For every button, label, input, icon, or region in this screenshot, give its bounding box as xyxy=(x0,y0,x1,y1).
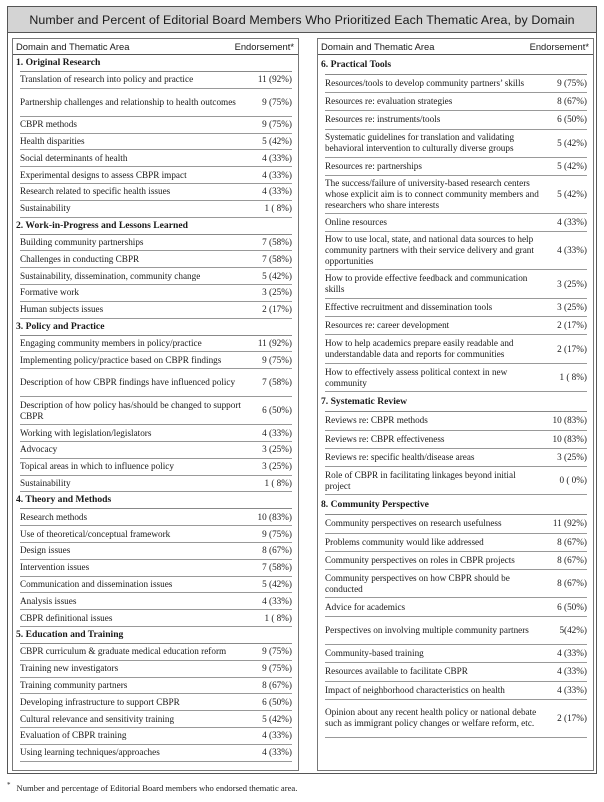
table-row xyxy=(325,467,587,496)
endorsement-value: 5 (42%) xyxy=(557,189,587,200)
endorsement-value: 7 (58%) xyxy=(262,236,292,247)
endorsement-value: 2 (17%) xyxy=(262,304,292,315)
table-row xyxy=(20,201,292,218)
endorsement-value: 8 (67%) xyxy=(557,578,587,589)
thematic-area-label: Resources re: instruments/tools xyxy=(325,114,441,125)
endorsement-value: 6 (50%) xyxy=(262,696,292,707)
table-row xyxy=(20,251,292,268)
thematic-area-label: Topical areas in which to influence policy xyxy=(20,461,174,472)
thematic-area-label: Human subjects issues xyxy=(20,304,104,315)
table-row xyxy=(20,285,292,302)
endorsement-value: 10 (83%) xyxy=(552,415,587,426)
header-endorsement: Endorsement* xyxy=(234,41,294,52)
thematic-area-label: Sustainability, dissemination, community change xyxy=(20,270,201,281)
thematic-area-label: Reviews re: CBPR methods xyxy=(325,415,428,426)
table-row xyxy=(20,745,292,762)
left-column-body xyxy=(13,55,298,762)
endorsement-value: 7 (58%) xyxy=(262,253,292,264)
thematic-area-label: Advice for academics xyxy=(325,601,406,612)
thematic-area-label: Impact of neighborhood characteristics on health xyxy=(325,684,505,695)
endorsement-value: 7 (58%) xyxy=(262,562,292,573)
table-row xyxy=(325,270,587,299)
endorsement-value: 5 (42%) xyxy=(557,161,587,172)
endorsement-value: 3 (25%) xyxy=(557,278,587,289)
thematic-area-label: Challenges in conducting CBPR xyxy=(20,253,140,264)
header-endorsement: Endorsement* xyxy=(529,41,589,52)
column-header xyxy=(13,39,298,55)
thematic-area-label: Experimental designs to assess CBPR impact xyxy=(20,169,187,180)
section-list xyxy=(325,74,587,392)
thematic-area-label: How to use local, state, and national data sources to help community partners with their service delivery and grant opportunities xyxy=(325,234,534,267)
endorsement-value: 9 (75%) xyxy=(262,119,292,130)
table-row xyxy=(325,449,587,467)
table-row xyxy=(325,431,587,449)
thematic-area-label: Resources re: career development xyxy=(325,320,450,331)
section-title: 7. Systematic Review xyxy=(321,396,408,408)
table-row xyxy=(20,560,292,577)
thematic-area-label: Formative work xyxy=(20,287,79,298)
thematic-area-label: Communication and dissemination issues xyxy=(20,578,173,589)
table-row xyxy=(20,476,292,493)
section-list xyxy=(20,335,292,493)
endorsement-value: 9 (75%) xyxy=(262,646,292,657)
table-row xyxy=(325,682,587,700)
endorsement-value: 6 (50%) xyxy=(557,114,587,125)
thematic-area-label: Reviews re: CBPR effectiveness xyxy=(325,433,445,444)
endorsement-value: 10 (83%) xyxy=(552,433,587,444)
thematic-area-label: Community perspectives on roles in CBPR projects xyxy=(325,554,515,565)
table-row xyxy=(20,644,292,661)
thematic-area-label: Training community partners xyxy=(20,679,128,690)
endorsement-value: 3 (25%) xyxy=(557,302,587,313)
section-list xyxy=(325,411,587,495)
table-row xyxy=(20,268,292,285)
endorsement-value: 0 ( 0%) xyxy=(559,475,587,486)
endorsement-value: 4 (33%) xyxy=(262,169,292,180)
thematic-area-label: Resources re: partnerships xyxy=(325,161,422,172)
right-column-body xyxy=(318,55,593,738)
table-row xyxy=(20,302,292,319)
thematic-area-label: Training new investigators xyxy=(20,663,119,674)
thematic-area-label: Community perspectives on research usefulness xyxy=(325,518,502,529)
endorsement-value: 4 (33%) xyxy=(262,186,292,197)
thematic-area-label: Analysis issues xyxy=(20,595,77,606)
table-row xyxy=(325,299,587,317)
section-list xyxy=(325,514,587,737)
endorsement-value: 3 (25%) xyxy=(262,287,292,298)
thematic-area-label: The success/failure of university-based research centers whose explicit aim is to connect community members and researchers who share interests xyxy=(325,178,539,211)
thematic-area-label: Translation of research into policy and practice xyxy=(20,74,194,85)
endorsement-value: 4 (33%) xyxy=(557,648,587,659)
footnote-text: Number and percentage of Editorial Board members who endorsed thematic area. xyxy=(16,782,298,793)
endorsement-value: 3 (25%) xyxy=(262,461,292,472)
table-row xyxy=(20,235,292,252)
endorsement-value: 9 (75%) xyxy=(262,663,292,674)
thematic-area-label: Cultural relevance and sensitivity training xyxy=(20,713,175,724)
header-domain-area: Domain and Thematic Area xyxy=(321,41,435,52)
section-list xyxy=(20,643,292,762)
table-row xyxy=(20,369,292,397)
table-row xyxy=(20,442,292,459)
endorsement-value: 5 (42%) xyxy=(262,578,292,589)
table-row xyxy=(20,89,292,117)
endorsement-value: 11 (92%) xyxy=(552,518,587,529)
thematic-area-label: Working with legislation/legislators xyxy=(20,427,152,438)
table-row xyxy=(20,678,292,695)
table-row xyxy=(325,645,587,663)
endorsement-value: 2 (17%) xyxy=(557,712,587,723)
thematic-area-label: Community-based training xyxy=(325,648,424,659)
thematic-area-label: How to help academics prepare easily readable and understandable data and reports for communities xyxy=(325,338,514,360)
footnote-marker: * xyxy=(7,781,11,789)
section-title: 5. Education and Training xyxy=(16,628,124,640)
endorsement-value: 9 (75%) xyxy=(262,96,292,107)
thematic-area-label: Systematic guidelines for translation and validating behavioral intervention to culturally diverse groups xyxy=(325,132,515,154)
thematic-area-label: Health disparities xyxy=(20,135,85,146)
thematic-area-label: Description of how CBPR findings have influenced policy xyxy=(20,377,236,388)
table-row xyxy=(20,336,292,353)
section-title: 2. Work-in-Progress and Lessons Learned xyxy=(16,219,188,231)
section-title: 4. Theory and Methods xyxy=(16,494,112,506)
thematic-area-label: CBPR curriculum & graduate medical education reform xyxy=(20,646,227,657)
thematic-area-label: Sustainability xyxy=(20,477,71,488)
thematic-area-label: Partnership challenges and relationship to health outcomes xyxy=(20,96,236,107)
thematic-area-label: Resources available to facilitate CBPR xyxy=(325,666,468,677)
table-row xyxy=(20,694,292,711)
endorsement-value: 2 (17%) xyxy=(557,320,587,331)
table-row xyxy=(20,134,292,151)
endorsement-value: 1 ( 8%) xyxy=(264,612,292,623)
endorsement-value: 4 (33%) xyxy=(262,427,292,438)
endorsement-value: 4 (33%) xyxy=(557,217,587,228)
endorsement-value: 1 ( 8%) xyxy=(264,203,292,214)
table-row xyxy=(325,232,587,270)
thematic-area-label: Problems community would like addressed xyxy=(325,536,484,547)
thematic-area-label: Intervention issues xyxy=(20,562,90,573)
footnote xyxy=(7,780,597,794)
section-title: 3. Policy and Practice xyxy=(16,320,105,332)
endorsement-value: 8 (67%) xyxy=(262,679,292,690)
table-row xyxy=(325,111,587,129)
table-row xyxy=(20,526,292,543)
thematic-area-label: Using learning techniques/approaches xyxy=(20,747,160,758)
thematic-area-label: Role of CBPR in facilitating linkages beyond initial project xyxy=(325,469,516,491)
thematic-area-label: CBPR methods xyxy=(20,119,77,130)
table-row xyxy=(20,711,292,728)
section-list xyxy=(20,234,292,319)
thematic-area-label: Effective recruitment and dissemination tools xyxy=(325,302,493,313)
endorsement-value: 10 (83%) xyxy=(257,511,292,522)
thematic-area-label: Perspectives on involving multiple community partners xyxy=(325,624,529,635)
endorsement-value: 8 (67%) xyxy=(262,545,292,556)
table-row xyxy=(20,150,292,167)
thematic-area-label: Implementing policy/practice based on CBPR findings xyxy=(20,354,222,365)
thematic-area-label: Evaluation of CBPR training xyxy=(20,730,127,741)
section-title: 6. Practical Tools xyxy=(321,59,392,70)
table-row xyxy=(20,543,292,560)
table-row xyxy=(325,317,587,335)
table-row xyxy=(325,214,587,232)
thematic-area-label: Research related to specific health issues xyxy=(20,186,171,197)
endorsement-value: 3 (25%) xyxy=(262,444,292,455)
table-row xyxy=(325,412,587,430)
thematic-area-label: Engaging community members in policy/practice xyxy=(20,337,202,348)
section-title: 1. Original Research xyxy=(16,57,101,68)
table-row xyxy=(20,425,292,442)
thematic-area-label: Description of how policy has/should be changed to support CBPR xyxy=(20,399,241,421)
table-row xyxy=(20,352,292,369)
table-row xyxy=(20,184,292,201)
table-row xyxy=(325,158,587,176)
table-row xyxy=(20,728,292,745)
left-column xyxy=(12,38,299,771)
endorsement-value: 8 (67%) xyxy=(557,554,587,565)
right-column xyxy=(317,38,594,771)
endorsement-value: 6 (50%) xyxy=(262,405,292,416)
table-row xyxy=(325,364,587,393)
table-row xyxy=(20,661,292,678)
endorsement-value: 4 (33%) xyxy=(557,245,587,256)
section-list xyxy=(20,508,292,627)
endorsement-value: 6 (50%) xyxy=(557,601,587,612)
table-row xyxy=(20,167,292,184)
thematic-area-label: Social determinants of health xyxy=(20,152,128,163)
thematic-area-label: Use of theoretical/conceptual framework xyxy=(20,528,171,539)
thematic-area-label: Research methods xyxy=(20,511,88,522)
thematic-area-label: Sustainability xyxy=(20,203,71,214)
thematic-area-label: Opinion about any recent health policy or national debate such as immigrant policy changes or welfare reform, etc. xyxy=(325,707,537,729)
endorsement-value: 3 (25%) xyxy=(557,451,587,462)
endorsement-value: 5 (42%) xyxy=(557,137,587,148)
thematic-area-label: Reviews re: specific health/disease areas xyxy=(325,451,475,462)
endorsement-value: 2 (17%) xyxy=(557,343,587,354)
table-row xyxy=(325,515,587,533)
table-row xyxy=(20,610,292,627)
table-row xyxy=(20,397,292,425)
endorsement-value: 5 (42%) xyxy=(262,270,292,281)
table-row xyxy=(20,509,292,526)
table-row xyxy=(325,663,587,681)
endorsement-value: 9 (75%) xyxy=(262,354,292,365)
table-row xyxy=(325,570,587,599)
table-row xyxy=(325,176,587,214)
section-title: 8. Community Perspective xyxy=(321,499,429,511)
thematic-area-label: Developing infrastructure to support CBPR xyxy=(20,696,180,707)
thematic-area-label: How to provide effective feedback and communication skills xyxy=(325,273,528,295)
thematic-area-label: Building community partnerships xyxy=(20,236,144,247)
section-list xyxy=(20,71,292,218)
table-row xyxy=(325,552,587,570)
endorsement-value: 9 (75%) xyxy=(557,78,587,89)
endorsement-value: 4 (33%) xyxy=(557,684,587,695)
table-row xyxy=(20,593,292,610)
thematic-area-label: Resources/tools to develop community partners’ skills xyxy=(325,78,525,89)
column-header xyxy=(318,39,593,55)
thematic-area-label: How to effectively assess political context in new community xyxy=(325,366,508,388)
thematic-area-label: Advocacy xyxy=(20,444,58,455)
thematic-area-label: CBPR definitional issues xyxy=(20,612,113,623)
table-row xyxy=(20,459,292,476)
endorsement-value: 9 (75%) xyxy=(262,528,292,539)
endorsement-value: 11 (92%) xyxy=(257,337,292,348)
endorsement-value: 5 (42%) xyxy=(262,713,292,724)
endorsement-value: 4 (33%) xyxy=(557,666,587,677)
table-row xyxy=(325,335,587,364)
endorsement-value: 4 (33%) xyxy=(262,152,292,163)
table-row xyxy=(20,577,292,594)
endorsement-value: 8 (67%) xyxy=(557,536,587,547)
table-row xyxy=(325,700,587,738)
endorsement-value: 1 ( 8%) xyxy=(559,372,587,383)
endorsement-value: 5 (42%) xyxy=(262,135,292,146)
endorsement-value: 7 (58%) xyxy=(262,377,292,388)
thematic-area-label: Community perspectives on how CBPR should be conducted xyxy=(325,572,510,594)
table-row xyxy=(325,130,587,159)
endorsement-value: 1 ( 8%) xyxy=(264,477,292,488)
table-row xyxy=(325,617,587,646)
endorsement-value: 11 (92%) xyxy=(257,74,292,85)
table-row xyxy=(325,534,587,552)
endorsement-value: 4 (33%) xyxy=(262,747,292,758)
table-row xyxy=(20,72,292,89)
thematic-area-label: Online resources xyxy=(325,217,387,228)
table-row xyxy=(20,117,292,134)
endorsement-value: 4 (33%) xyxy=(262,595,292,606)
thematic-area-label: Design issues xyxy=(20,545,71,556)
table-row xyxy=(325,75,587,93)
endorsement-value: 5(42%) xyxy=(559,624,587,635)
table-row xyxy=(325,93,587,111)
table-frame xyxy=(7,6,597,774)
header-domain-area: Domain and Thematic Area xyxy=(16,41,130,52)
table-title: Number and Percent of Editorial Board Members Who Prioritized Each Thematic Area, by Domain xyxy=(8,7,596,33)
thematic-area-label: Resources re: evaluation strategies xyxy=(325,96,453,107)
table-row xyxy=(325,598,587,616)
endorsement-value: 8 (67%) xyxy=(557,96,587,107)
endorsement-value: 4 (33%) xyxy=(262,730,292,741)
